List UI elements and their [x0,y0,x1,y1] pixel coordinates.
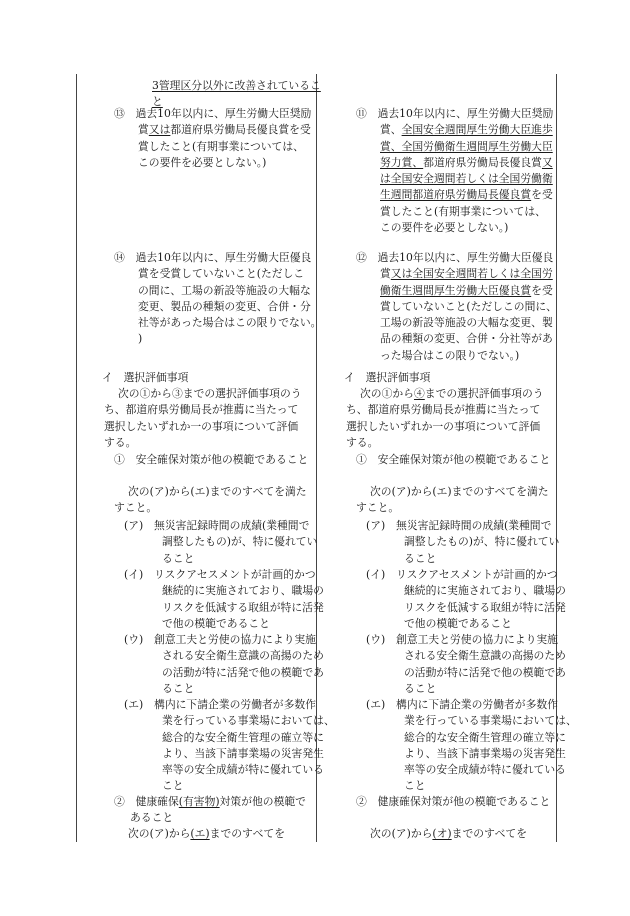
text-run: 社等があった場合はこの限りでない。 [138,316,322,330]
text-run: ち、都道府県労働局長が推薦に当たって [104,403,299,417]
text-run: 賞を受賞していないこと(ただしこ [138,267,305,281]
underlined-text: は全国安全週間若しくは全国労働衛 [380,172,553,186]
text-line [114,794,306,810]
text-run: ること [162,681,195,695]
underlined-text: 又は全国安全週間若しくは全国労 [390,267,553,281]
text-line [124,681,324,697]
text-line [356,315,557,331]
text-run: ② 健康確保 [114,795,179,808]
text-run: ⑫ 過去10年以内に、厚生労働大臣優良 [356,251,554,264]
text-line [344,370,430,386]
text-run: リスクを低減する取組が特に活発 [162,600,324,614]
text-line [366,778,577,794]
text-run: までの選択評価事項のう [424,387,544,400]
text-run: ⑭ 過去10年以内に、厚生労働大臣優良 [114,251,312,264]
text-run: 変更、製品の種類の変更、合併・分 [138,299,311,313]
text-line [114,315,321,331]
text-run: までのすべてを [451,827,528,840]
left-item-13 [114,106,311,171]
text-run: ること [404,681,437,695]
underlined-text: 努力賞、 [380,155,424,169]
text-run: 次の①から [360,387,414,400]
text-line [124,534,317,550]
text-run: 調整したもの)が、特に優れてい [162,535,318,549]
text-line [104,386,302,402]
text-run: こと [162,779,184,793]
right-safety-item [356,452,550,468]
text-line [124,600,324,616]
left-sub-u [124,632,324,697]
left-sub-i [124,567,324,632]
text-line [366,648,566,664]
text-run: 次の①から③までの選択評価事項のう [118,387,302,400]
text-line [124,730,335,746]
text-run: (エ) 構内に下請企業の労働者が多数作 [366,698,558,711]
text-line [124,632,324,648]
left-sub-a [124,518,317,567]
text-line [114,500,307,516]
left-safety-item [114,452,308,468]
text-line [114,331,321,347]
text-run: 賞したこと(有期事業については、 [138,139,304,153]
text-line [356,122,553,138]
text-line [356,348,557,364]
text-line [124,778,335,794]
text-line [346,419,544,435]
text-line [366,697,577,713]
text-run: (ア) 無災害記録時間の成績(業種間で [366,519,552,532]
underlined-text: 働衛生週間厚生労働大臣優良賞 [380,283,532,297]
text-run: 次の(ア)から [128,827,191,840]
text-run: った場合はこの限りでない。) [380,348,520,362]
text-line [366,762,577,778]
text-line [356,139,553,155]
text-run: ① 安全確保対策が他の模範であること [356,453,551,466]
underlined-text: 又は [148,123,171,137]
text-line [124,551,317,567]
text-line [104,402,302,418]
text-run: 賞 [138,123,149,137]
text-line [114,826,285,842]
text-line [356,106,553,122]
underlined-text: と [152,95,163,109]
text-line [346,386,544,402]
text-run: 業を行っている事業場においては、 [404,714,577,728]
text-line [114,122,311,138]
text-line [366,665,566,681]
underlined-text: (エ) [190,827,210,840]
text-line [114,139,311,155]
text-run: ① 安全確保対策が他の模範であること [114,453,309,466]
right-sub-a [366,518,559,567]
text-run: で他の模範であること [404,616,512,630]
text-line [346,402,544,418]
text-run: 率等の安全成績が特に優れている [404,763,566,777]
text-line [356,283,557,299]
text-line [124,697,335,713]
text-line [366,632,566,648]
right-selection-intro [346,386,544,451]
text-run: (イ) リスクアセスメントが計画的かつ [366,568,558,581]
text-line [356,484,549,500]
text-run: 率等の安全成績が特に優れている [162,763,324,777]
left-item-14 [114,250,321,348]
underlined-text: 3管理区分以外に改善されているこ [152,79,321,92]
text-line [104,435,302,451]
text-line [124,567,324,583]
text-line [124,713,335,729]
left-health-item [114,794,306,827]
right-sub-e [366,697,577,795]
text-line [356,204,553,220]
text-run: 都道府県労働局長優良賞を受 [170,123,311,137]
text-run: 次の(ア)から(エ)までのすべてを満た [370,485,549,498]
text-run: で他の模範であること [162,616,270,630]
right-health-item [356,794,550,810]
text-run: 賞していないこと(ただしこの間に、 [380,299,557,313]
text-run: より、当該下請事業場の災害発生 [162,746,324,760]
text-line [366,534,559,550]
text-run: 総合的な安全衛生管理の確立等に [162,730,324,744]
text-run: 賞したこと(有期事業については、 [380,204,546,218]
text-run: される安全衛生意識の高揚のため [404,649,566,663]
right-safety-body [356,484,549,517]
text-line [114,250,321,266]
left-safety-body [114,484,307,517]
text-run: 賞、 [380,123,402,137]
text-line [124,648,324,664]
text-run: 継続的に実施されており、職場の [404,584,566,598]
text-line [366,583,566,599]
text-line [356,220,553,236]
text-run: を受 [531,188,553,202]
text-run: 調整したもの)が、特に優れてい [404,535,560,549]
right-item-12 [356,250,557,364]
text-run: より、当該下請事業場の災害発生 [404,746,566,760]
text-run: この要件を必要としない。) [380,221,509,235]
text-line [124,762,335,778]
text-run: あること [130,811,174,825]
text-line [356,155,553,171]
text-run: 工場の新設等施設の大幅な変更、製 [380,316,553,330]
text-run: すこと。 [114,501,158,515]
underlined-text: (有害物) [178,795,220,808]
text-run: 品の種類の変更、合併・分社等があ [380,332,553,346]
text-line [366,713,577,729]
text-line [114,283,321,299]
text-run: ⑬ 過去10年以内に、厚生労働大臣奨励 [114,107,312,120]
text-run: される安全衛生意識の高揚のため [162,649,324,663]
text-line [102,370,188,386]
text-line [356,500,549,516]
text-line [366,746,577,762]
text-line [366,567,566,583]
underlined-text: 又 [541,155,553,169]
text-line [346,435,544,451]
text-run: 次の(ア)から [370,827,433,840]
text-run: 賞 [380,267,391,281]
text-run: する。 [346,435,379,449]
text-run: この要件を必要としない。) [138,155,267,169]
right-selection-heading [344,370,430,386]
text-run: (ウ) 創意工夫と労使の協力により実施 [366,633,558,646]
underlined-text: 賞、全国労働衛生週間厚生労働大臣 [380,139,553,153]
left-selection-intro [104,386,302,451]
text-run: イ 選択評価事項 [344,371,431,384]
text-line [114,810,306,826]
right-health-body [356,826,527,842]
underlined-text: 生週間都道府県労働局長優良賞 [380,188,532,202]
text-line [356,171,553,187]
text-line [114,106,311,122]
right-item-11 [356,106,553,236]
text-run: 総合的な安全衛生管理の確立等に [404,730,566,744]
text-run: ること [404,551,437,565]
text-run: を受 [531,283,553,297]
text-run: ち、都道府県労働局長が推薦に当たって [346,403,541,417]
text-run: 対策が他の模範で [219,795,306,808]
text-line [366,616,566,632]
text-run: 都道府県労働局長優良賞 [423,155,542,169]
text-line [366,681,566,697]
text-line [124,665,324,681]
text-line [356,299,557,315]
text-line [356,794,550,810]
text-line [114,299,321,315]
text-run: ⑪ 過去10年以内に、厚生労働大臣奨励 [356,107,554,120]
text-line [356,250,557,266]
underlined-text: 全国安全週間厚生労働大臣進歩 [401,123,553,137]
text-run: イ 選択評価事項 [102,371,189,384]
text-run: の活動が特に活発で他の模範であ [162,665,324,679]
text-line [366,551,559,567]
right-sub-u [366,632,566,697]
text-line [366,600,566,616]
text-run: すこと。 [356,501,400,515]
text-line [124,583,324,599]
text-run: までのすべてを [209,827,286,840]
text-run: する。 [104,435,137,449]
text-line [124,746,335,762]
text-run: 選択したいずれか一の事項について評価 [104,419,299,433]
text-line [356,331,557,347]
text-line [356,187,553,203]
text-run: の活動が特に活発で他の模範であ [404,665,566,679]
text-line [356,452,550,468]
text-run: (イ) リスクアセスメントが計画的かつ [124,568,316,581]
text-line [114,266,321,282]
right-sub-i [366,567,566,632]
text-line [366,730,577,746]
text-line [366,518,559,534]
text-run: (エ) 構内に下請企業の労働者が多数作 [124,698,316,711]
text-line [356,826,527,842]
text-run: 選択したいずれか一の事項について評価 [346,419,541,433]
text-run: ) [138,332,143,346]
text-run: の間に、工場の新設等施設の大幅な [138,283,311,297]
text-run: 業を行っている事業場においては、 [162,714,335,728]
text-line [114,155,311,171]
text-run: リスクを低減する取組が特に活発 [404,600,566,614]
left-health-body [114,826,285,842]
left-selection-heading [102,370,188,386]
underlined-text: ④ [413,387,425,400]
text-run: こと [404,779,426,793]
text-run: ② 健康確保対策が他の模範であること [356,795,551,808]
text-run: (ウ) 創意工夫と労使の協力により実施 [124,633,316,646]
text-line [114,452,308,468]
underlined-text: (オ) [432,827,452,840]
text-line [124,518,317,534]
column-border-left [76,74,77,842]
text-line [104,419,302,435]
text-line [124,616,324,632]
text-line [114,484,307,500]
text-run: (ア) 無災害記録時間の成績(業種間で [124,519,310,532]
left-sub-e [124,697,335,795]
text-run: 継続的に実施されており、職場の [162,584,324,598]
text-line [356,266,557,282]
text-run: 次の(ア)から(エ)までのすべてを満た [128,485,307,498]
text-line [128,78,321,94]
text-run: ること [162,551,195,565]
